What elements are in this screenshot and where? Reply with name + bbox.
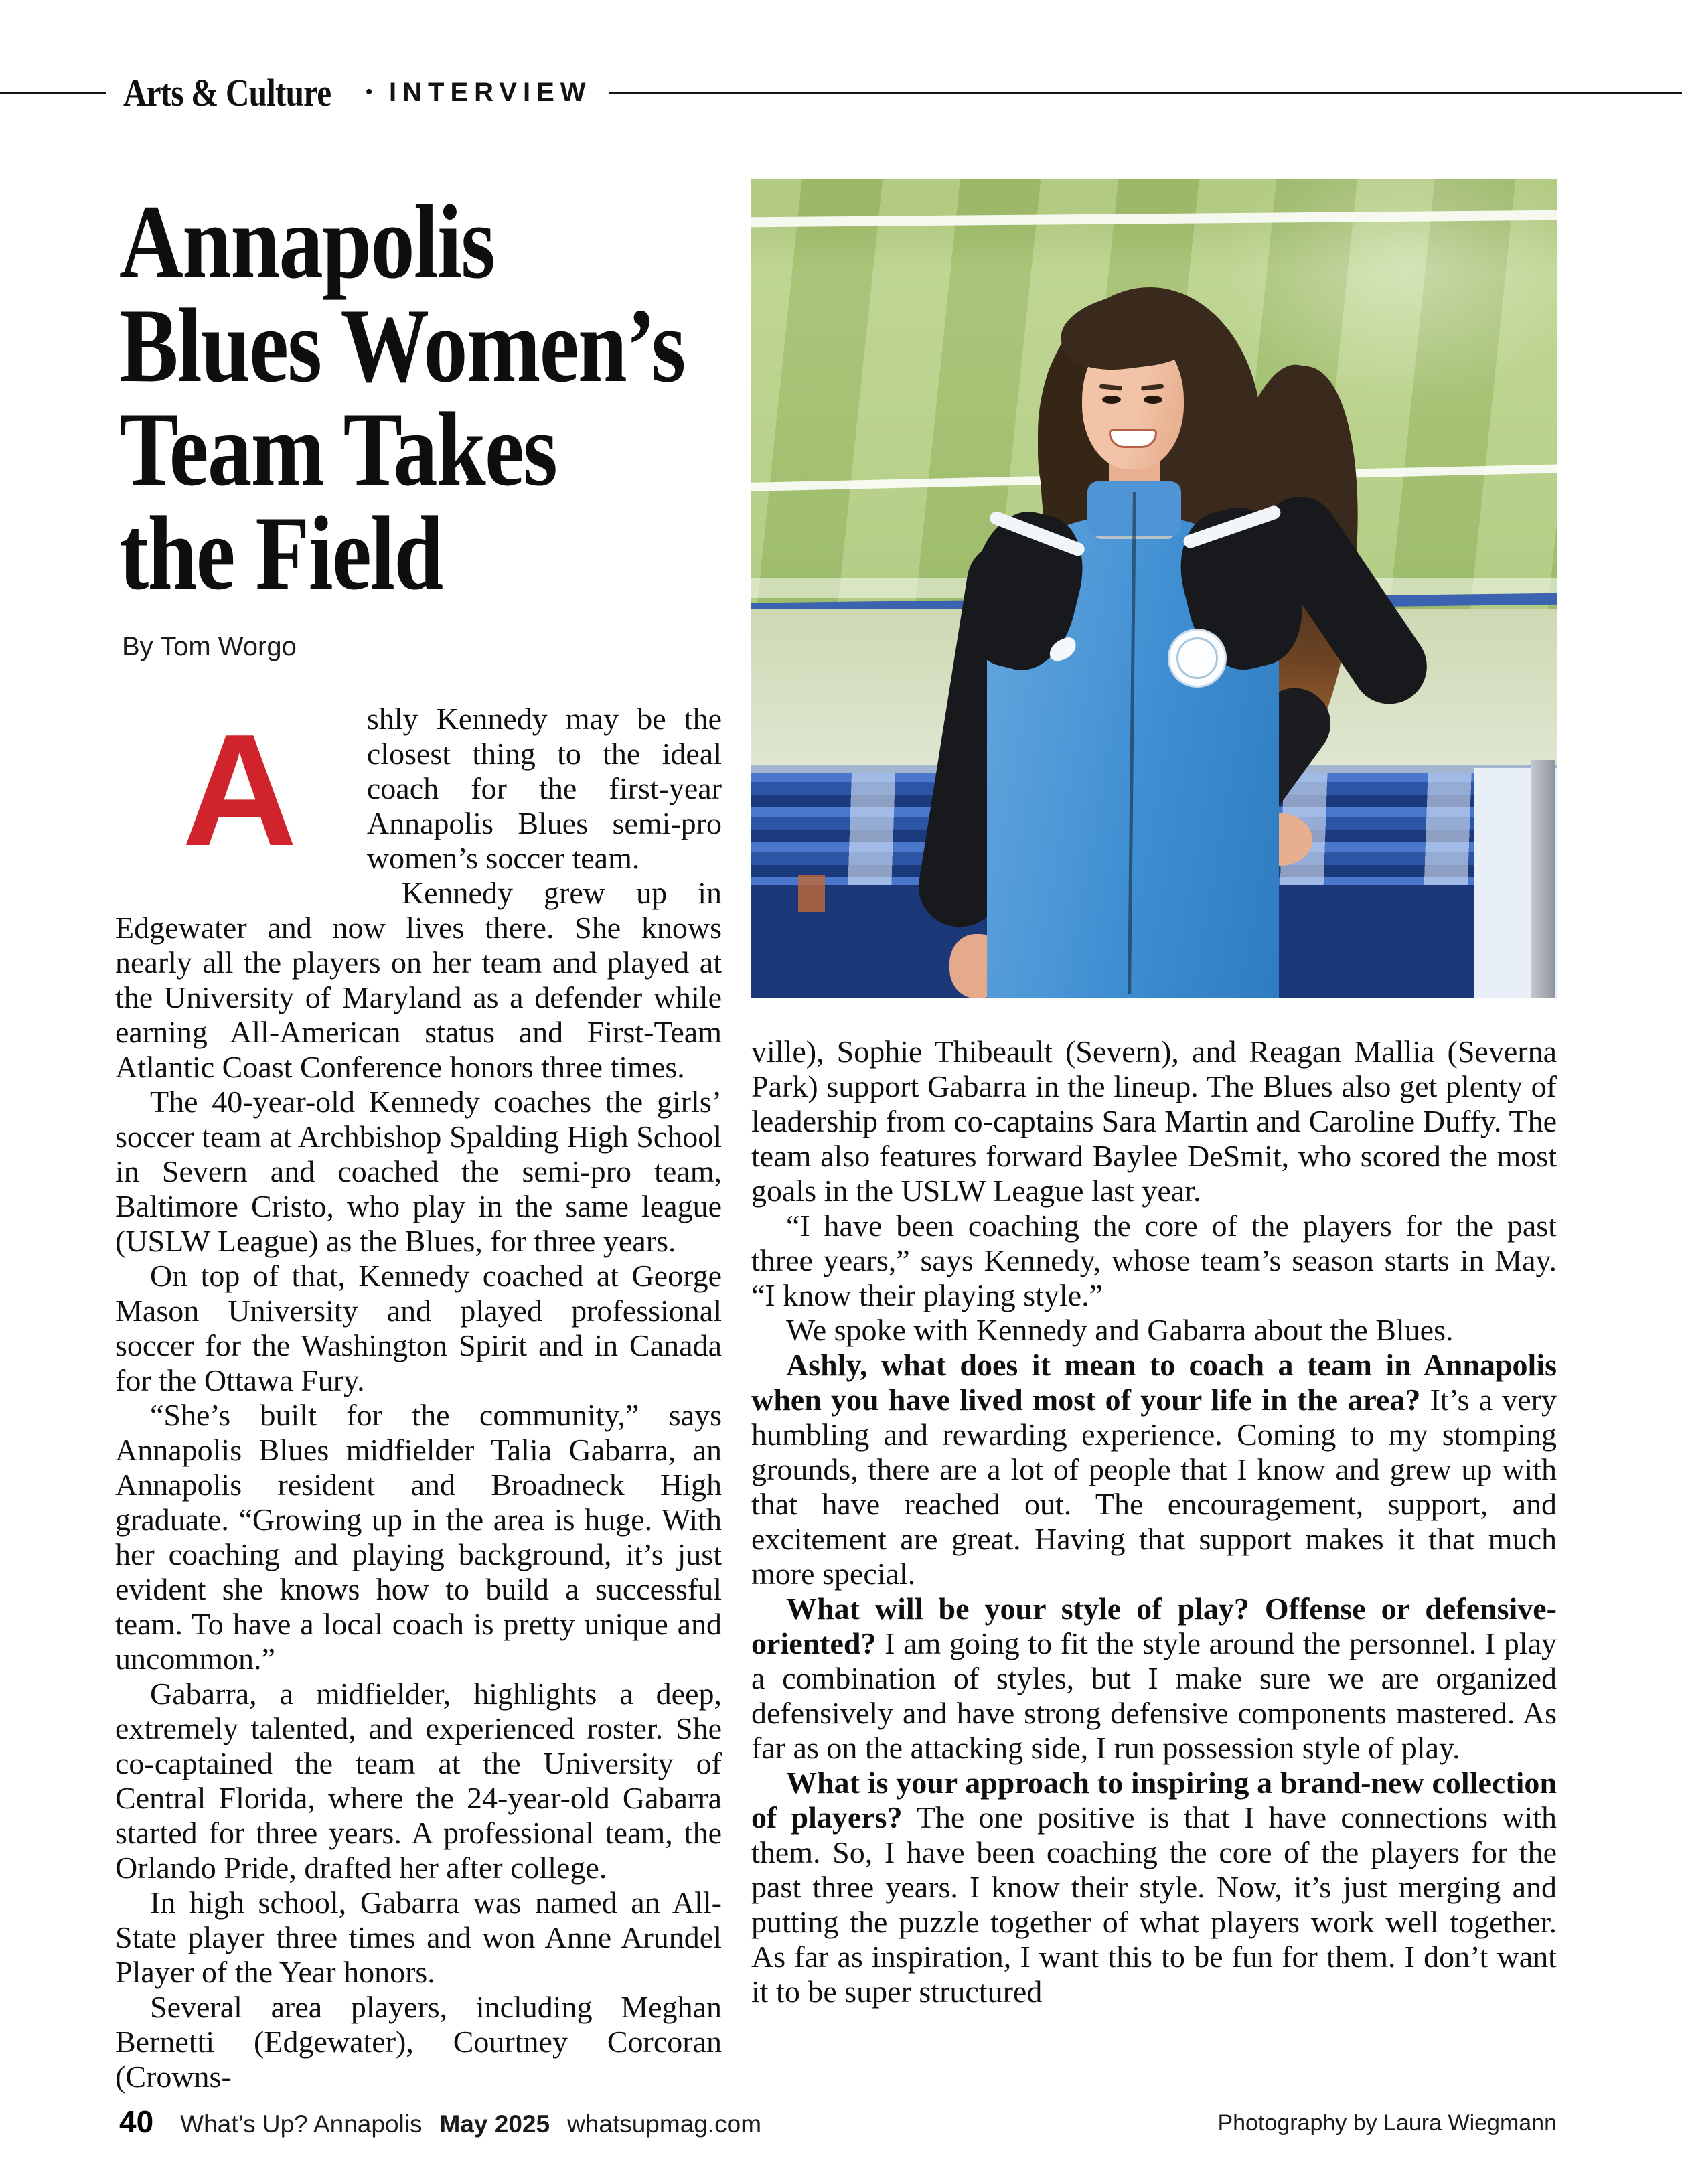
category-label: INTERVIEW [389, 77, 592, 107]
paragraph: “She’s built for the community,” says Annapolis Blues midfielder Talia Gabarra, an Annapolis resident and Broadneck High graduate. “Growing up in the area is huge. With her coaching and playing background, it’s just evident she knows how to build a successful team. To have a local coach is pretty unique and uncommon.” [115, 1398, 722, 1676]
title-line: Annapolis [119, 183, 495, 301]
title-line: the Field [119, 495, 443, 612]
paragraph: Kennedy grew up in Edgewater and now lives there. She knows nearly all the players on her team and played at the University of Maryland as a defender while earning All-American status and First-Team Atlantic Coast Conference honors three times. [115, 876, 722, 1084]
seat-accent [798, 875, 825, 912]
paragraph: Ashly, what does it mean to coach a team in Annapolis when you have lived most of your life in the area? It’s a very humbling and rewarding experience. Coming to my stomping grounds, there are a lot of people that I know and grew up with that have reached out. The encouragement, support, and excitement are great. Having that support makes it that much more special. [751, 1348, 1557, 1591]
paragraph: The 40-year-old Kennedy coaches the girls’ soccer team at Archbishop Spalding High School in Severn and coached the semi-pro team, Baltimore Cristo, who play in the same league (USLW League) as the Blues, for three years. [115, 1085, 722, 1258]
title-line: Team Takes [119, 391, 557, 508]
page-header [106, 70, 609, 115]
paragraph: What will be your style of play? Offense or defensive-oriented? I am going to fit the style around the personnel. I play a combination of styles, but I make sure we are organized defensively and have strong defensive components mastered. As far as on the attacking side, I run possession style of play. [751, 1591, 1557, 1765]
interview-question: What will be your style of play? Offense or defensive-oriented? [751, 1591, 1557, 1660]
paragraph: ville), Sophie Thibeault (Severn), and Reagan Mallia (Severna Park) support Gabarra in the lineup. The Blues also get plenty of leadership from co-captains Sara Martin and Caroline Duffy. The team also features forward Baylee DeSmit, who scored the most goals in the USLW League last year. [751, 1034, 1557, 1208]
eyebrow [1099, 384, 1123, 391]
eye [1144, 396, 1162, 404]
issue-date: May 2025 [439, 2110, 550, 2138]
page-footer [119, 2104, 761, 2140]
eyebrow [1141, 384, 1164, 391]
team-crest [1168, 629, 1227, 688]
paragraph: “I have been coaching the core of the players for the past three years,” says Kennedy, whose team’s season starts in May. “I know their playing style.” [751, 1208, 1557, 1312]
left-column [115, 702, 722, 2094]
paragraph: We spoke with Kennedy and Gabarra about the Blues. [786, 1313, 1454, 1347]
magazine-name: What’s Up? Annapolis [180, 2110, 423, 2138]
coach-photo [751, 179, 1557, 998]
page-number: 40 [119, 2104, 154, 2139]
smile [1109, 429, 1157, 448]
interview-question: Ashly, what does it mean to coach a team in Annapolis when you have lived most of your life in the area? [751, 1348, 1557, 1417]
section-label: Arts & Culture [123, 70, 331, 114]
paragraph: A shly Kennedy may be the closest thing to the ideal coach for the first-year Annapolis Blues semi-pro women’s soccer team. [182, 702, 722, 879]
right-column [751, 1034, 1557, 2009]
paragraph: Several area players, including Meghan Bernetti (Edgewater), Courtney Corcoran (Crowns- [115, 1990, 722, 2094]
paragraph: On top of that, Kennedy coached at George Mason University and played professional soccer for the Washington Spirit and in Canada for the Ottawa Fury. [115, 1259, 722, 1397]
byline: By Tom Worgo [122, 632, 297, 661]
title-line: Blues Women’s [119, 287, 685, 404]
eye [1102, 396, 1121, 404]
photo-credit: Photography by Laura Wiegmann [1217, 2110, 1557, 2136]
railing-pole [1531, 760, 1555, 998]
article-title [119, 183, 771, 612]
paragraph: What is your approach to inspiring a brand-new collection of players? The one positive is that I have connections with them. So, I have been coaching the core of the players for the past three years. I know their style. Now, it’s just merging and putting the puzzle together of what players work well together. As far as inspiration, I want this to be fun for them. I don’t want it to be super structured [751, 1766, 1557, 2009]
paragraph: In high school, Gabarra was named an All-State player three times and won Anne Arundel Player of the Year honors. [115, 1885, 722, 1989]
team-crest-ring [1176, 637, 1218, 679]
interview-question: What is your approach to inspiring a brand-new collection of players? [751, 1766, 1557, 1835]
website: whatsupmag.com [567, 2110, 762, 2138]
drop-cap: A [182, 702, 297, 879]
separator-dot: • [365, 80, 374, 104]
paragraph: Gabarra, a midfielder, highlights a deep, extremely talented, and experienced roster. She co-captained the team at the University of Central Florida, where the 24-year-old Gabarra started for three years. A professional team, the Orlando Pride, drafted her after college. [115, 1676, 722, 1885]
